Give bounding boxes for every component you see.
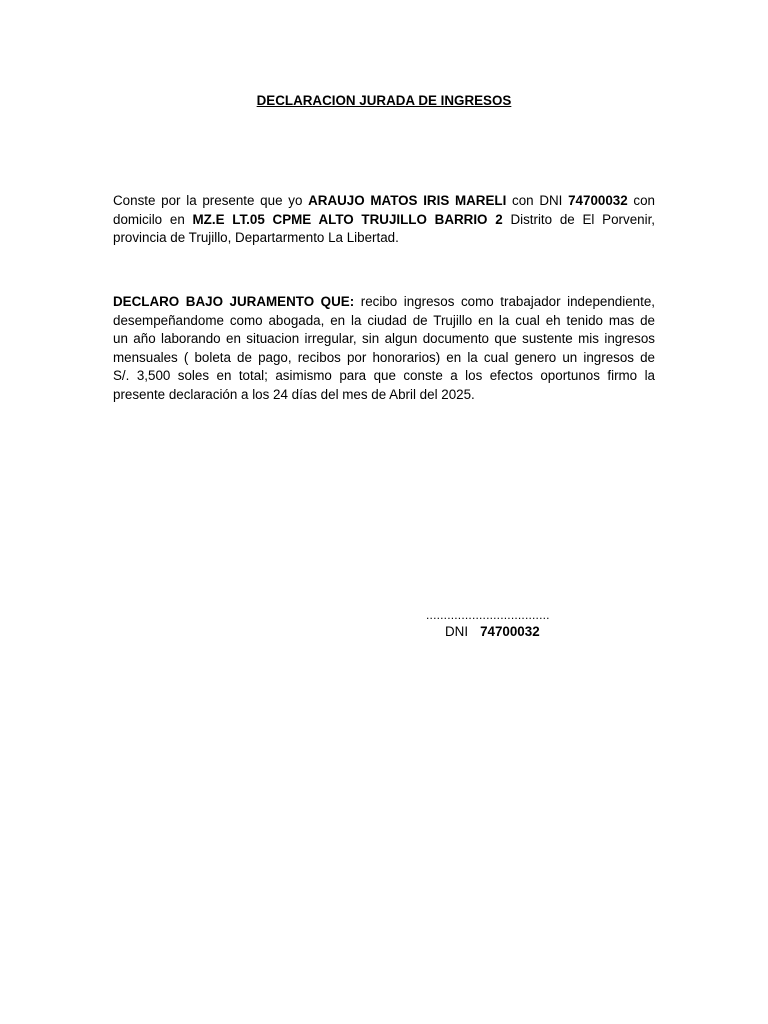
paragraph-line: mensuales ( boleta de pago, recibos por honorarios) en la cual genero un ingresos de bbox=[113, 349, 655, 365]
declarant-name: ARAUJO MATOS IRIS MARELI bbox=[308, 193, 507, 208]
declarant-dni: 74700032 bbox=[568, 193, 628, 208]
signature-dni-label: DNI bbox=[445, 624, 469, 639]
signature-line: ................................... bbox=[426, 608, 550, 622]
text-run: con DNI bbox=[506, 193, 569, 208]
signature-dni-value: 74700032 bbox=[480, 624, 540, 639]
declarant-address: MZ.E LT.05 CPME ALTO TRUJILLO BARRIO 2 bbox=[192, 211, 503, 227]
document-title: DECLARACION JURADA DE INGRESOS bbox=[256, 93, 512, 108]
paragraph-line: presente declaración a los 24 días del mes de Abril del 2025. bbox=[113, 386, 475, 402]
text-run: recibo ingresos como trabajador independiente, bbox=[354, 294, 656, 309]
declaration-lead: DECLARO BAJO JURAMENTO QUE: bbox=[113, 294, 355, 309]
text-run: Conste por la presente que yo bbox=[113, 193, 309, 208]
paragraph-line: desempeñandome como abogada, en la ciudad de Trujillo en la cual eh tenido mas de bbox=[113, 312, 655, 328]
text-run: con bbox=[627, 193, 655, 208]
paragraph-line: provincia de Trujillo, Departarmento La Libertad. bbox=[113, 230, 399, 246]
text-run: domicilo en bbox=[113, 211, 193, 227]
text-run: Distrito de El Porvenir, bbox=[510, 211, 656, 227]
paragraph-line: un año laborando en situacion irregular, sin algun documento que sustente mis ingresos bbox=[113, 331, 655, 347]
paragraph-line: S/. 3,500 soles en total; asimismo para que conste a los efectos oportunos firmo la bbox=[113, 368, 655, 384]
paragraph-line bbox=[113, 211, 655, 230]
paragraph-line bbox=[113, 192, 655, 211]
paragraph-identity bbox=[113, 192, 655, 248]
paragraph-declaration bbox=[113, 293, 655, 405]
signature-dni bbox=[445, 624, 540, 640]
paragraph-line bbox=[113, 293, 655, 312]
